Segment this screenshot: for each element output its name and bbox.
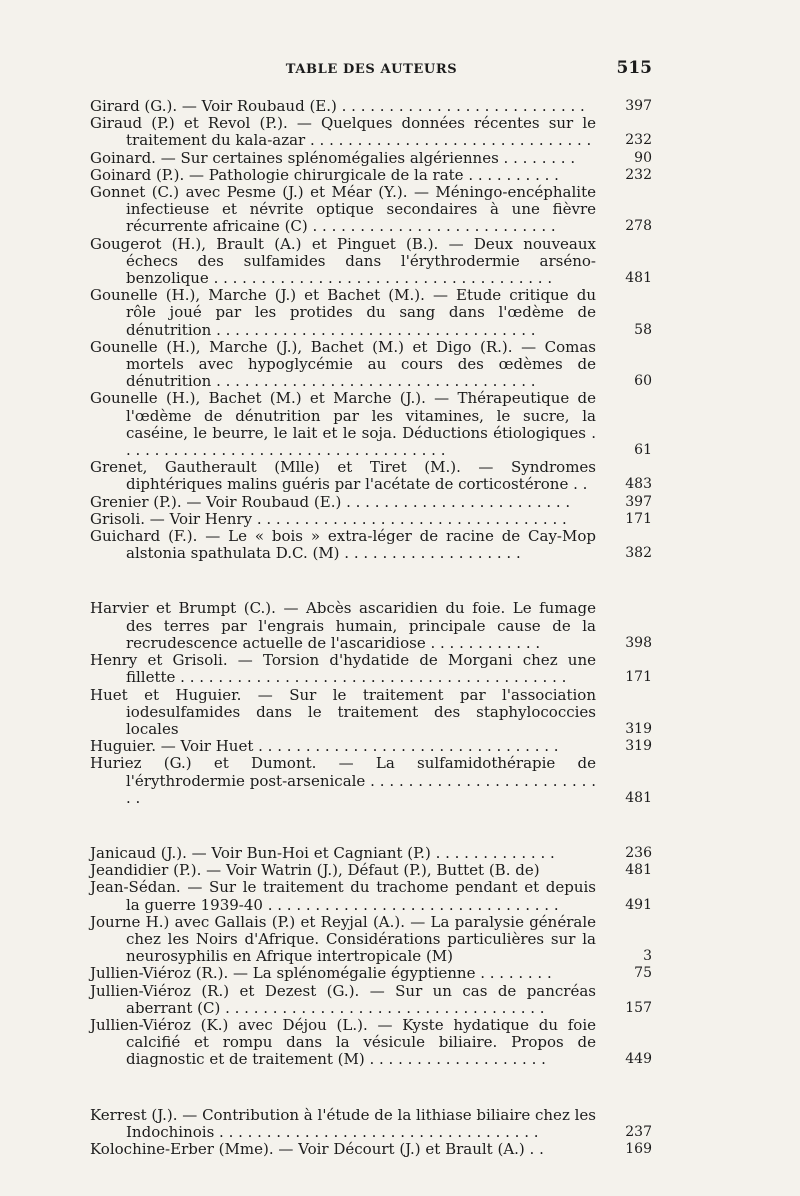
entry-text: Grenier (P.). — Voir Roubaud (E.) . . . . . . . . . . . . . . . . . . . . . . . .	[90, 492, 571, 511]
entry-page-number: 171	[625, 669, 652, 686]
entry-page-number: 449	[625, 1051, 652, 1068]
index-entry	[90, 845, 652, 862]
entry-page-number: 382	[625, 545, 652, 562]
entry-text: Jullien-Viéroz (R.). — La splénomégalie égyptienne . . . . . . . .	[90, 964, 552, 983]
index-content	[90, 98, 652, 1196]
entry-page-number: 483	[625, 476, 652, 493]
index-entry	[90, 965, 652, 982]
entry-text: Kolochine-Erber (Mme). — Voir Décourt (J.) et Brault (A.) . .	[90, 1139, 544, 1158]
entry-page-number: 3	[643, 948, 652, 965]
entry-page-number: 61	[634, 442, 652, 459]
entry-text: Journe H.) avec Gallais (P.) et Reyjal (A.). — La paralysie générale chez les Noirs d'Afrique. Considérations particulières sur la neurosyphilis en Afrique intertropicale (M)	[90, 912, 596, 966]
entry-page-number: 171	[625, 510, 652, 527]
index-section	[90, 1107, 652, 1159]
entry-text: Jullien-Viéroz (R.) et Dezest (G.). — Sur un cas de pancréas aberrant (C) . . . . . . . . . . . . . . . . . . . . . . . . . . . . . . . . . .	[90, 981, 596, 1017]
index-entry	[90, 687, 652, 739]
entry-page-number: 278	[625, 218, 652, 235]
entry-page-number: 60	[634, 373, 652, 390]
index-entry	[90, 236, 652, 288]
index-entry	[90, 1141, 652, 1158]
entry-page-number: 75	[634, 965, 652, 982]
index-entry	[90, 1107, 652, 1141]
index-section	[90, 600, 652, 806]
entry-text: Gounelle (H.), Marche (J.), Bachet (M.) et Digo (R.). — Comas mortels avec hypoglycémie au cours des œdèmes de dénutrition . . . . . . . . . . . . . . . . . . . . . . . . . . . . . . . . . .	[90, 337, 596, 391]
entry-text: Goinard (P.). — Pathologie chirurgicale de la rate . . . . . . . . . .	[90, 165, 559, 184]
entry-text: Gonnet (C.) avec Pesme (J.) et Méar (Y.). — Méningo-encéphalite infectieuse et névrite optique secondaires à une fièvre récurrente africaine (C) . . . . . . . . . . . . . . . . . . . . . . . . . .	[90, 183, 596, 236]
index-entry	[90, 167, 652, 184]
entry-text: Gougerot (H.), Brault (A.) et Pinguet (B.). — Deux nouveaux échecs des sulfamides dans l'érythrodermie arséno-benzolique . . . . . . . . . . . . . . . . . . . . . . . . . . . . . . . . . . . .	[90, 234, 596, 288]
page-number: 515	[616, 58, 652, 78]
index-entry	[90, 115, 652, 149]
entry-page-number: 232	[625, 166, 652, 183]
index-entry	[90, 494, 652, 511]
entry-page-number: 481	[625, 789, 652, 806]
entry-page-number: 232	[625, 132, 652, 149]
entry-text: Harvier et Brumpt (C.). — Abcès ascaridien du foie. Le fumage des terres par l'engrais humain, principale cause de la recrudescence actuelle de l'ascaridiose . . . . . . . . . . . .	[90, 599, 596, 652]
entry-text: Kerrest (J.). — Contribution à l'étude de la lithiase biliaire chez les Indochinois . . . . . . . . . . . . . . . . . . . . . . . . . . . . . . . . . .	[90, 1105, 596, 1141]
index-entry	[90, 339, 652, 391]
entry-page-number: 236	[625, 844, 652, 861]
index-entry	[90, 390, 652, 459]
index-entry	[90, 600, 652, 652]
index-entry	[90, 983, 652, 1017]
entry-page-number: 397	[625, 493, 652, 510]
entry-page-number: 319	[625, 720, 652, 737]
entry-text: Huriez (G.) et Dumont. — La sulfamidothérapie de l'érythrodermie post-arsenicale . . . . . . . . . . . . . . . . . . . . . . . . . .	[90, 754, 596, 807]
entry-page-number: 157	[625, 999, 652, 1016]
entry-text: Henry et Grisoli. — Torsion d'hydatide de Morgani chez une fillette . . . . . . . . . . . . . . . . . . . . . . . . . . . . . . . . . . . . . . . . .	[90, 651, 596, 687]
entry-page-number: 169	[625, 1140, 652, 1157]
running-head: TABLE DES AUTEURS	[285, 62, 458, 77]
index-entry	[90, 459, 652, 493]
index-entry	[90, 511, 652, 528]
index-entry	[90, 184, 652, 236]
index-entry	[90, 652, 652, 686]
entry-text: Giraud (P.) et Revol (P.). — Quelques données récentes sur le traitement du kala-azar . . . . . . . . . . . . . . . . . . . . . . . . . . . . . .	[90, 114, 596, 150]
index-entry	[90, 150, 652, 167]
entry-page-number: 90	[634, 149, 652, 166]
entry-text: Gounelle (H.), Bachet (M.) et Marche (J.). — Thérapeutique de l'œdème de dénutrition par les vitamines, le sucre, la caséine, le beurre, le lait et le soja. Déductions étiologiques . . . . . . . . . . . . . . . . . . . . . . . . . . . . . . . . . . .	[90, 389, 596, 460]
entry-text: Janicaud (J.). — Voir Bun-Hoi et Cagniant (P.) . . . . . . . . . . . . .	[90, 843, 555, 862]
index-entry	[90, 528, 652, 562]
entry-text: Girard (G.). — Voir Roubaud (E.) . . . . . . . . . . . . . . . . . . . . . . . . . .	[90, 97, 585, 115]
entry-text: Jullien-Viéroz (K.) avec Déjou (L.). — Kyste hydatique du foie calcifié et rompu dans la vésicule biliaire. Propos de diagnostic et de traitement (M) . . . . . . . . . . . . . . . . . . .	[90, 1015, 596, 1069]
index-entry	[90, 914, 652, 966]
index-entry	[90, 755, 652, 807]
entry-text: Grenet, Gautherault (Mlle) et Tiret (M.). — Syndromes diphtériques malins guéris par l'acétate de corticostérone . .	[90, 458, 596, 494]
entry-text: Jean-Sédan. — Sur le traitement du trachome pendant et depuis la guerre 1939-40 . . . . . . . . . . . . . . . . . . . . . . . . . . . . . . .	[90, 878, 596, 914]
entry-page-number: 397	[625, 98, 652, 114]
entry-text: Goinard. — Sur certaines splénomégalies algériennes . . . . . . . .	[90, 148, 576, 167]
entry-text: Gounelle (H.), Marche (J.) et Bachet (M.). — Etude critique du rôle joué par les protides du sang dans l'œdème de dénutrition . . . . . . . . . . . . . . . . . . . . . . . . . . . . . . . . . .	[90, 286, 596, 339]
entry-text: Guichard (F.). — Le « bois » extra-léger de racine de Cay-Mop alstonia spathulata D.C. (M) . . . . . . . . . . . . . . . . . . .	[90, 527, 596, 563]
index-entry	[90, 98, 652, 115]
index-entry	[90, 1017, 652, 1069]
entry-text: Huguier. — Voir Huet . . . . . . . . . . . . . . . . . . . . . . . . . . . . . . . .	[90, 737, 559, 756]
index-section	[90, 98, 652, 562]
entry-text: Jeandidier (P.). — Voir Watrin (J.), Défaut (P.), Buttet (B. de)	[90, 861, 540, 880]
entry-page-number: 481	[625, 270, 652, 287]
entry-text: Huet et Huguier. — Sur le traitement par l'association iodesulfamides dans le traitement des staphylococcies locales	[90, 685, 596, 738]
index-section	[90, 845, 652, 1069]
entry-page-number: 237	[625, 1123, 652, 1140]
entry-page-number: 319	[625, 738, 652, 755]
index-entry	[90, 862, 652, 879]
entry-page-number: 58	[634, 321, 652, 338]
entry-text: Grisoli. — Voir Henry . . . . . . . . . . . . . . . . . . . . . . . . . . . . . . . . .	[90, 509, 567, 528]
entry-page-number: 491	[625, 896, 652, 913]
index-entry	[90, 738, 652, 755]
index-entry	[90, 287, 652, 339]
index-entry	[90, 879, 652, 913]
entry-page-number: 398	[625, 634, 652, 651]
entry-page-number: 481	[625, 862, 652, 879]
